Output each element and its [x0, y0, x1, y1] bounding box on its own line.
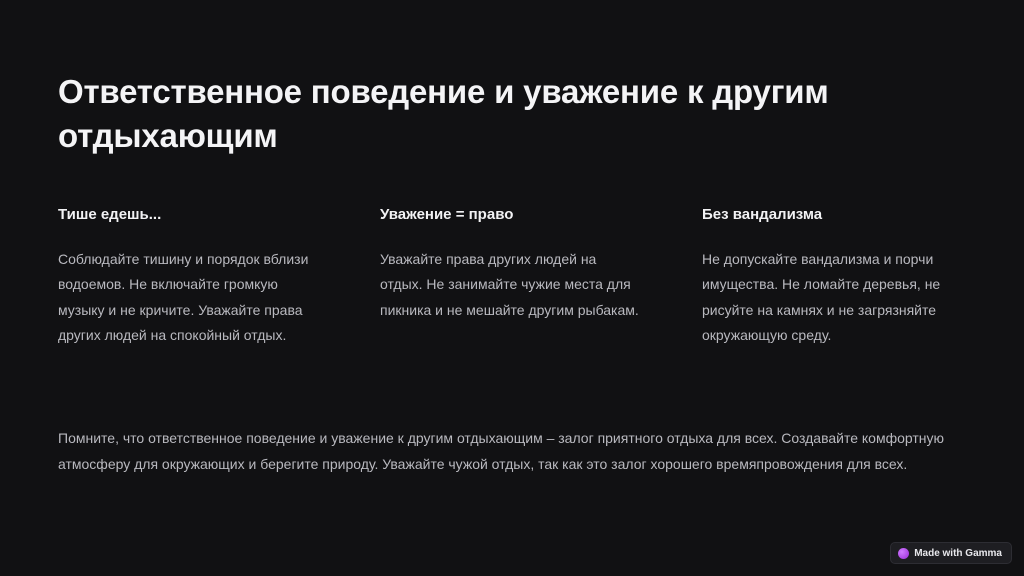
column-body: Не допускайте вандализма и порчи имущества. Не ломайте деревья, не рисуйте на камнях и не загрязняйте окружающую среду.: [702, 250, 941, 343]
column-body: Уважайте права других людей на отдых. Не занимайте чужие места для пикника и не мешайте другим рыбакам.: [380, 250, 639, 318]
column-body: Соблюдайте тишину и порядок вблизи водоемов. Не включайте громкую музыку и не кричите. Уважайте права других людей на спокойный отдых.: [58, 250, 309, 343]
column-block: [58, 205, 320, 348]
page-title: Ответственное поведение и уважение к другим отдыхающим: [58, 73, 829, 154]
column-block: [380, 205, 642, 348]
column-heading: Тише едешь...: [58, 206, 162, 224]
gamma-logo-icon: [898, 548, 909, 559]
column-heading: Без вандализма: [702, 206, 823, 224]
three-column-section: [58, 205, 966, 348]
summary-paragraph: Помните, что ответственное поведение и уважение к другим отдыхающим – залог приятного отдыха для всех. Создавайте комфортную атмосферу для окружающих и берегите природу. Уважайте чужой отдых, так как это залог хорошего времяпровождения для всех.: [58, 430, 945, 473]
column-heading: Уважение = право: [380, 206, 514, 224]
column-block: [702, 205, 964, 348]
made-with-gamma-badge[interactable]: [890, 542, 1012, 564]
badge-label: Made with Gamma: [914, 547, 1002, 559]
slide-content: [58, 70, 966, 348]
